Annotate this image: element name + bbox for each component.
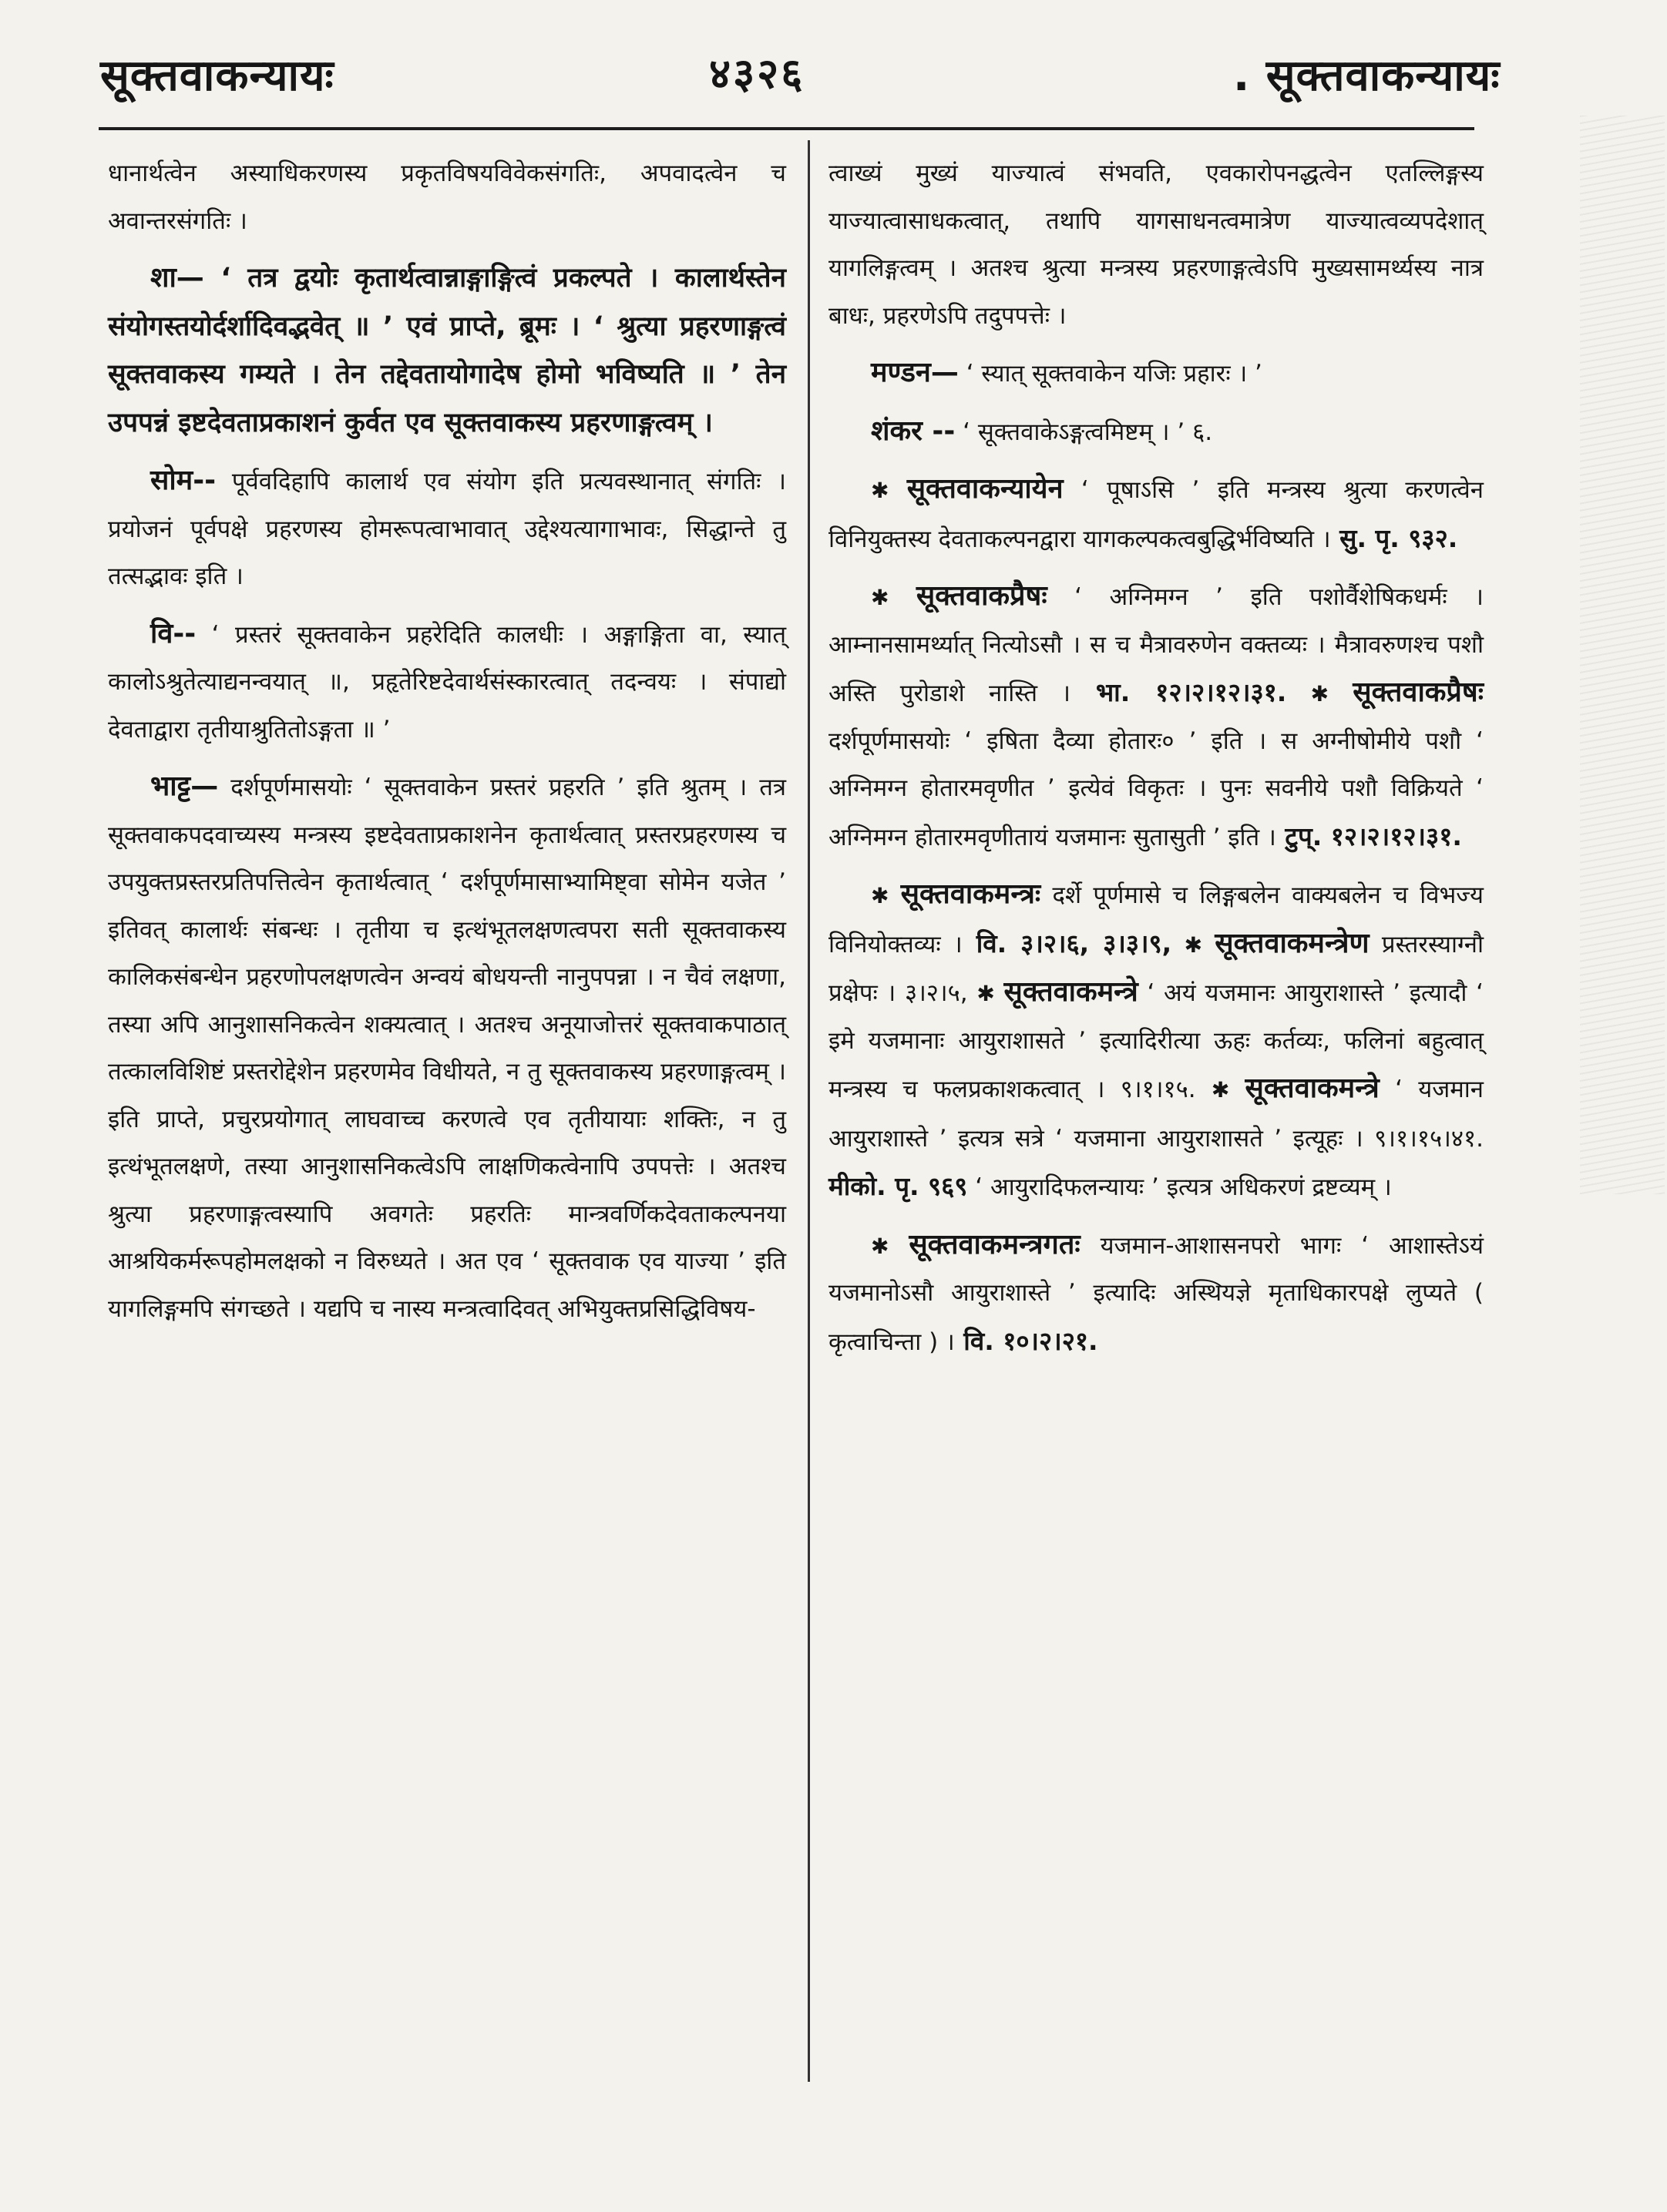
entry-head: सूक्तवाकमन्त्रे [1245, 1072, 1380, 1104]
entry-head: सूक्तवाकमन्त्रे [1003, 976, 1138, 1008]
running-title-left: सूक्तवाकन्यायः [100, 51, 334, 101]
running-title-right: . सूक्तवाकन्यायः [1233, 51, 1501, 101]
right-para-5: ✱ सूक्तवाकप्रैषः ‘ अग्निमग्न ’ इति पशोर्वैशेषिकधर्मः । आम्नानसामर्थ्यात् नित्योऽसौ । स च मैत्रावरुणेन वक्तव्यः । मैत्रावरुणश्च पशौ अस्ति पुरोडाशे नास्ति । भा. १२।२।१२।३१. ✱ सूक्तवाकप्रैषः दर्शपूर्णमासयोः ‘ इषिता दैव्या होतारः० ’ इति । स अग्नीषोमीये पशौ ‘ अग्निमग्न होतारमवृणीत ’ इत्येवं विकृतः । पुनः सवनीये पशौ विक्रियते ‘ अग्निमग्न होतारमवृणीतायं यजमानः सुतासुती ’ इति । टुप्. १२।२।१२।३१. [828, 580, 1484, 851]
reference: टुप्. १२।२।१२।३१. [1275, 821, 1462, 851]
asterisk-icon: ✱ [1310, 681, 1353, 707]
asterisk-icon: ✱ [871, 478, 907, 503]
asterisk-icon: ✱ [1184, 931, 1215, 958]
entry-head: सूक्तवाकमन्त्रः [900, 878, 1041, 910]
left-para-4: वि-- ‘ प्रस्तरं सूक्तवाकेन प्रहरेदिति कालधीः । अङ्गाङ्गिता वा, स्यात् कालोऽश्रुतेत्याद्यनन्वयात् ॥, प्रहृतेरिष्टदेवार्थसंस्कारत्वात् तदन्वयः । संपाद्यो देवताद्वारा तृतीयाश्रुतितोऽङ्गता ॥ ’ [108, 617, 786, 743]
section-label: सोम-- [150, 465, 217, 496]
reference: वि. १०।२।२१. [954, 1325, 1098, 1356]
asterisk-icon: ✱ [871, 1233, 909, 1259]
reference: सु. पृ. ९३२. [1330, 522, 1458, 553]
left-para-2 [108, 254, 786, 448]
asterisk-icon: ✱ [871, 585, 916, 610]
right-para-4: ✱ सूक्तवाकन्यायेन ‘ पूषाऽसि ’ इति मन्त्रस्य श्रुत्या करणत्वेन विनियुक्तस्य देवताकल्पनद्वारा यागकल्पकत्वबुद्धिर्भविष्यति । सु. पृ. ९३२. [828, 473, 1484, 553]
section-label: मण्डन— [871, 357, 959, 388]
left-para-5: भाट्ट— दर्शपूर्णमासयोः ‘ सूक्तवाकेन प्रस्तरं प्रहरति ’ इति श्रुतम् । तत्र सूक्तवाकपदवाच्यस्य मन्त्रस्य इष्टदेवताप्रकाशनेन कृतार्थत्वात् प्रस्तरप्रहरणस्य च उपयुक्तप्रस्तरप्रतिपत्तित्वेन कृतार्थत्वात् ‘ दर्शपूर्णमासाभ्यामिष्ट्वा सोमेन यजेत ’ इतिवत् कालार्थः संबन्धः । तृतीया च इत्थंभूतलक्षणत्वपरा सती सूक्तवाकस्य कालिकसंबन्धेन प्रहरणोपलक्षणत्वेन अन्वयं बोधयन्ती नानुपपन्ना । न चैवं लक्षणा, तस्या अपि आनुशासनिकत्वेन शक्यत्वात् । अतश्च अनूयाजोत्तरं सूक्तवाकपाठात् तत्कालविशिष्टं प्रस्तरोद्देशेन प्रहरणमेव विधीयते, न तु सूक्तवाकस्य प्रहरणाङ्गत्वम् । इति प्राप्ते, प्रचुरप्रयोगात् लाघवाच्च करणत्वे एव तृतीयायाः शक्तिः, न तु इत्थंभूतलक्षणे, तस्या आनुशासनिकत्वेऽपि लाक्षणिकत्वेनापि उपपत्तेः । अतश्च श्रुत्या प्रहरणाङ्गत्वस्यापि अवगतेः प्रहरतिः मान्त्रवर्णिकदेवताकल्पनया आश्रयिकर्मरूपहोमलक्षको न विरुध्यते । अत एव ‘ सूक्तवाक एव याज्या ’ इति यागलिङ्गमपि संगच्छते । यद्यपि च नास्य मन्त्रत्वादिवत् अभियुक्तप्रसिद्धिविषय- [108, 770, 786, 1323]
right-para-7: ✱ सूक्तवाकमन्त्रगतः यजमान-आशासनपरो भागः ‘ आशास्तेऽयं यजमानोऽसौ आयुराशास्ते ’ इत्यादिः अस्थियज्ञे मृताधिकारपक्षे लुप्यते ( कृत्वाचिन्ता ) । वि. १०।२।२१. [828, 1228, 1484, 1356]
right-column [828, 150, 1484, 1375]
right-para-3: शंकर -- ‘ सूक्तवाकेऽङ्गत्वमिष्टम् । ’ ६. [871, 415, 1213, 447]
entry-head: सूक्तवाकप्रैषः [916, 580, 1047, 612]
scan-edge-artifact [1580, 116, 1665, 1194]
entry-head: सूक्तवाकन्यायेन [906, 473, 1064, 505]
right-para-2: मण्डन— ‘ स्यात् सूक्तवाकेन यजिः प्रहारः । ’ [871, 357, 1262, 388]
right-para-1: त्वाख्यं मुख्यं याज्यात्वं संभवति, एवकारोपनद्धत्वेन एतल्लिङ्गस्य याज्यात्वासाधकत्वात्, तथापि यागसाधनत्वमात्रेण याज्यात्वव्यपदेशात् यागलिङ्गत्वम् । अतश्च श्रुत्या मन्त्रस्य प्रहरणाङ्गत्वेऽपि मुख्यसामर्थ्यस्य नात्र बाधः, प्रहरणेऽपि तदुपपत्तेः । [828, 159, 1484, 330]
page-header [0, 0, 1667, 131]
verse-text: ‘ तत्र द्वयोः कृतार्थत्वान्नाङ्गाङ्गित्वं प्रकल्पते । कालार्थस्तेन संयोगस्तयोर्दर्शादिवद्भवेत् ॥ ’ एवं प्राप्ते, ब्रूमः । ‘ श्रुत्या प्रहरणाङ्गत्वं सूक्तवाकस्य गम्यते । तेन तद्देवतायोगादेष होमो भविष्यति ॥ ’ तेन उपपन्नं इष्टदेवताप्रकाशनं कुर्वत एव सूक्तवाकस्य प्रहरणाङ्गत्वम् । [108, 263, 786, 438]
left-para-3: सोम-- पूर्ववदिहापि कालार्थ एव संयोग इति प्रत्यवस्थानात् संगतिः । प्रयोजनं पूर्वपक्षे प्रहरणस्य होमरूपत्वाभावात् उद्देश्यत्यागाभावः, सिद्धान्ते तु तत्सद्भावः इति । [108, 465, 786, 590]
entry-head: सूक्तवाकमन्त्रगतः [909, 1228, 1081, 1260]
section-label: शंकर -- [871, 415, 956, 447]
asterisk-icon: ✱ [976, 981, 1004, 1006]
reference: भा. १२।२।१२।३१. [1070, 677, 1287, 707]
left-para-1: धानार्थत्वेन अस्याधिकरणस्य प्रकृतविषयविवेकसंगतिः, अपवादत्वेन च अवान्तरसंगतिः । [108, 159, 786, 235]
right-para-6: ✱ सूक्तवाकमन्त्रः दर्शे पूर्णमासे च लिङ्गबलेन वाक्यबलेन च विभज्य विनियोक्तव्यः । वि. ३।२।६, ३।३।९, ✱ सूक्तवाकमन्त्रेण प्रस्तरस्याग्नौ प्रक्षेपः । ३।२।५, ✱ सूक्तवाकमन्त्रे ‘ अयं यजमानः आयुराशास्ते ’ इत्यादौ ‘ इमे यजमानाः आयुराशासते ’ इत्यादिरीत्या ऊहः कर्तव्यः, फलिनां बहुत्वात् मन्त्रस्य च फलप्रकाशकत्वात् । ९।१।१५. ✱ सूक्तवाकमन्त्रे ‘ यजमान आयुराशास्ते ’ इत्यत्र सत्रे ‘ यजमाना आयुराशासते ’ इत्यूहः । ९।१।१५।४१. मीको. पृ. ९६९ ‘ आयुरादिफलन्यायः ’ इत्यत्र अधिकरणं द्रष्टव्यम् । [828, 878, 1484, 1201]
section-label: वि-- [150, 617, 197, 650]
section-label: भाट्ट— [150, 770, 219, 802]
asterisk-icon: ✱ [871, 883, 901, 908]
asterisk-icon: ✱ [1211, 1077, 1245, 1103]
reference: वि. ३।२।६, ३।३।९, [962, 928, 1172, 958]
page-number: ४३२६ [709, 49, 805, 98]
left-column [108, 150, 786, 1342]
entry-head: सूक्तवाकप्रैषः [1353, 676, 1484, 708]
reference: मीको. पृ. ९६९ [828, 1171, 968, 1201]
header-rule [99, 127, 1474, 130]
section-label: शा— [150, 262, 204, 294]
column-divider [808, 140, 810, 2082]
entry-head: सूक्तवाकमन्त्रेण [1215, 927, 1370, 959]
